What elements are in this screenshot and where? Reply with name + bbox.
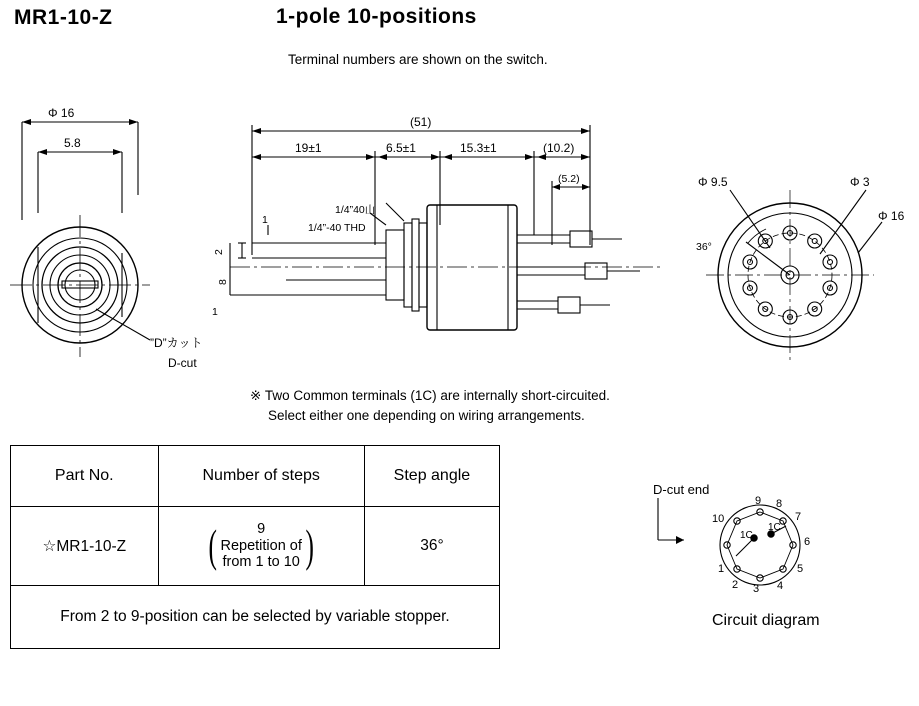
side-view-v1: 1	[262, 214, 268, 226]
steps-line-1: 9	[257, 520, 266, 537]
cell-number-of-steps	[158, 507, 364, 586]
side-view-v3: 8	[217, 279, 229, 285]
side-view-v4: 1	[212, 306, 218, 318]
side-view-total-label: (51)	[410, 115, 432, 129]
front-view-flat-label: 5.8	[64, 136, 81, 150]
circuit-terminal-9: 9	[755, 495, 762, 507]
circuit-caption: Circuit diagram	[712, 612, 820, 629]
circuit-common-label-2: 1C	[768, 522, 781, 533]
paren-open-icon: (	[208, 519, 218, 571]
rear-view-pitch-label: Φ 9.5	[698, 175, 728, 189]
note-line-2: Select either one depending on wiring arrangements.	[268, 408, 585, 423]
page-part-number: MR1-10-Z	[14, 6, 113, 29]
circuit-dcut-end-label: D-cut end	[653, 482, 710, 497]
table-header-row	[11, 446, 500, 507]
front-view-dcut-jp: ”D”カット	[150, 336, 203, 350]
rear-view-body-label: Φ 16	[878, 209, 905, 223]
table-footnote-row	[11, 586, 500, 649]
table-row	[11, 507, 500, 586]
header-part-no: Part No.	[11, 446, 159, 507]
side-view-dim4: (10.2)	[543, 141, 575, 155]
side-view-dim5: (5.2)	[558, 173, 580, 185]
circuit-terminal-8: 8	[776, 498, 783, 510]
star-icon: ☆	[42, 537, 57, 555]
spec-table	[10, 445, 500, 649]
page-subtitle: Terminal numbers are shown on the switch.	[288, 52, 548, 67]
front-view-diameter-label: Φ 16	[48, 106, 75, 120]
side-view-thread-en: 1/4”-40 THD	[308, 222, 366, 234]
note-line-1: ※ Two Common terminals (1C) are internally short-circuited.	[250, 388, 610, 403]
circuit-terminal-1: 1	[718, 563, 725, 575]
side-view-dim1: 19±1	[295, 141, 322, 155]
circuit-terminal-3: 3	[753, 583, 760, 595]
side-view-thread-jp: 1/4”40山	[335, 204, 376, 216]
cell-part-no	[11, 507, 159, 586]
rear-view-pin-label: Φ 3	[850, 175, 870, 189]
cell-part-no-text: MR1-10-Z	[56, 537, 127, 555]
side-view-dim3: 15.3±1	[460, 141, 497, 155]
page-title: 1-pole 10-positions	[276, 5, 477, 28]
paren-close-icon: )	[305, 519, 314, 571]
circuit-common-label-1: 1C	[740, 530, 753, 541]
front-view-dcut-en: D-cut	[168, 356, 197, 370]
circuit-terminal-6: 6	[804, 536, 811, 548]
rear-view-drawing	[670, 150, 910, 370]
circuit-terminal-7: 7	[795, 511, 802, 523]
circuit-terminal-5: 5	[797, 563, 804, 575]
steps-line-2: Repetition of	[220, 537, 302, 554]
side-view-v2: 2	[213, 249, 225, 255]
cell-footnote: From 2 to 9-position can be selected by variable stopper.	[11, 586, 500, 649]
side-view-dim2: 6.5±1	[386, 141, 416, 155]
circuit-terminal-2: 2	[732, 579, 739, 591]
circuit-terminal-4: 4	[777, 580, 784, 592]
circuit-terminal-10: 10	[712, 513, 725, 525]
steps-line-3: from 1 to 10	[222, 554, 300, 571]
side-view-drawing	[190, 95, 670, 385]
circuit-diagram	[640, 490, 890, 610]
header-step-angle: Step angle	[364, 446, 499, 507]
header-number-of-steps: Number of steps	[158, 446, 364, 507]
cell-step-angle: 36°	[364, 507, 499, 586]
rear-view-angle-label: 36°	[696, 241, 712, 253]
